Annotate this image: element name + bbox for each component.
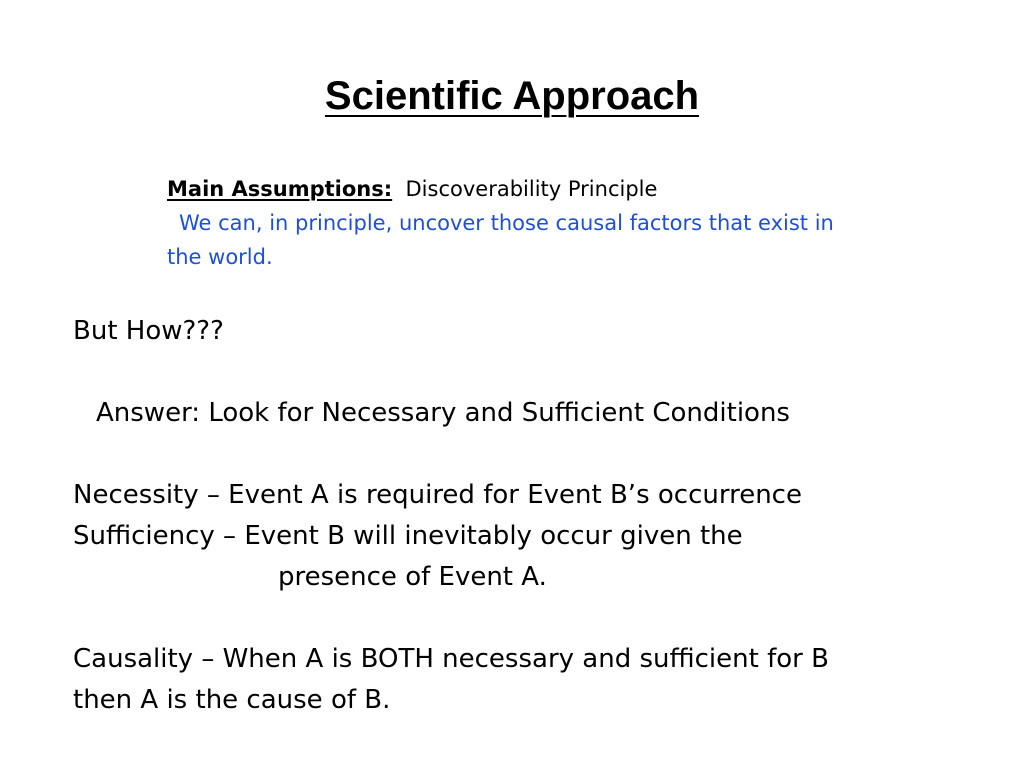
assumptions-block (167, 172, 907, 274)
sufficiency-definition-line2: presence of Event A. (278, 562, 547, 592)
principle-description-line2: the world. (167, 245, 273, 269)
causality-definition-line1: Causality – When A is BOTH necessary and sufficient for B (73, 644, 829, 674)
answer-text: Answer: Look for Necessary and Sufficient Conditions (96, 398, 790, 428)
necessity-definition: Necessity – Event A is required for Event B’s occurrence (73, 480, 802, 510)
causality-definition-line2: then A is the cause of B. (73, 685, 391, 715)
assumptions-label: Main Assumptions: (167, 177, 393, 201)
principle-description-line1: We can, in principle, uncover those causal factors that exist in (179, 211, 834, 235)
sufficiency-definition-line1: Sufficiency – Event B will inevitably occur given the (73, 521, 743, 551)
assumptions-heading-line (167, 172, 907, 206)
question-text: But How??? (73, 316, 224, 346)
principle-name: Discoverability Principle (405, 177, 658, 201)
slide-title: Scientific Approach (324, 74, 700, 118)
